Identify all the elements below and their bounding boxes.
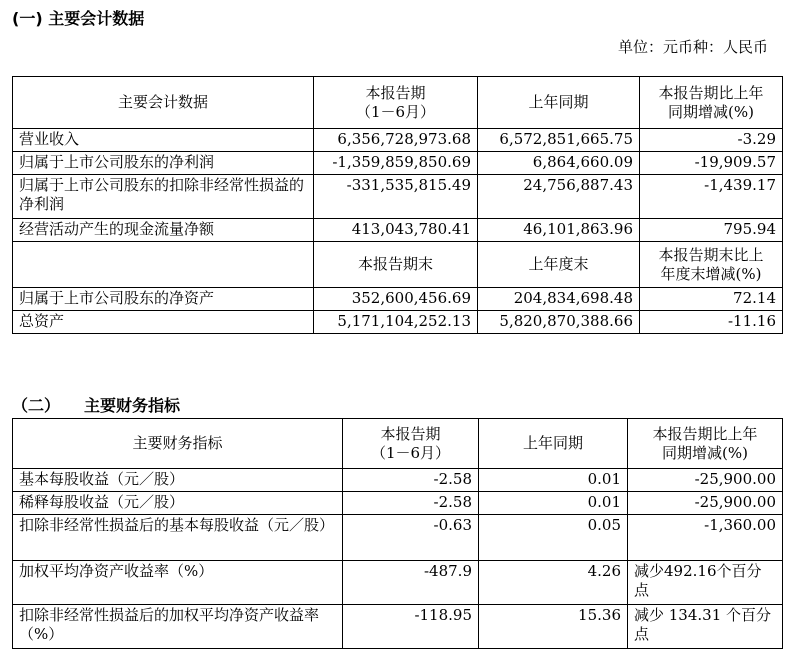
row-change-value: 减少492.16个百分点 [628, 561, 783, 605]
header-yoy-change: 本报告期比上年 同期增减(%) [640, 77, 783, 129]
row-prior-value: 204,834,698.48 [478, 288, 640, 311]
table-row [13, 469, 783, 492]
row-change-value: -25,900.00 [628, 492, 783, 515]
row-current-value: 5,171,104,252.13 [314, 311, 478, 334]
row-current-value: 352,600,456.69 [314, 288, 478, 311]
header-prior-period: 上年同期 [478, 77, 640, 129]
row-current-value: -1,359,859,850.69 [314, 152, 478, 175]
header-financial-indicator: 主要财务指标 [13, 419, 343, 469]
row-current-value: -331,535,815.49 [314, 175, 478, 219]
row-label: 扣除非经常性损益后的基本每股收益（元／股） [13, 515, 343, 561]
table-row [13, 515, 783, 561]
row-prior-value: 6,864,660.09 [478, 152, 640, 175]
header-prior-year-end: 上年度末 [478, 242, 640, 288]
row-current-value: -0.63 [343, 515, 479, 561]
row-current-value: 6,356,728,973.68 [314, 129, 478, 152]
currency-unit-note: 单位：元币种：人民币 [617, 38, 768, 56]
row-current-value: -2.58 [343, 469, 479, 492]
table-row [13, 288, 783, 311]
table-row [13, 492, 783, 515]
row-change-value: 减少 134.31 个百分点 [628, 605, 783, 649]
section1-title: (一) 主要会计数据 [12, 9, 145, 28]
table-row [13, 175, 783, 219]
header-period-end-change: 本报告期末比上 年度末增减(%) [640, 242, 783, 288]
section2-title: （二） 主要财务指标 [12, 396, 181, 415]
table-row [13, 129, 783, 152]
row-prior-value: 24,756,887.43 [478, 175, 640, 219]
row-label: 经营活动产生的现金流量净额 [13, 219, 314, 242]
row-current-value: -2.58 [343, 492, 479, 515]
row-prior-value: 0.05 [479, 515, 628, 561]
row-prior-value: 15.36 [479, 605, 628, 649]
row-change-value: -11.16 [640, 311, 783, 334]
row-prior-value: 4.26 [479, 561, 628, 605]
row-label: 基本每股收益（元／股） [13, 469, 343, 492]
row-label: 营业收入 [13, 129, 314, 152]
row-change-value: -25,900.00 [628, 469, 783, 492]
table-header-row [13, 419, 783, 469]
row-label: 归属于上市公司股东的净利润 [13, 152, 314, 175]
row-label: 稀释每股收益（元／股） [13, 492, 343, 515]
row-change-value: 72.14 [640, 288, 783, 311]
row-change-value: -1,439.17 [640, 175, 783, 219]
row-change-value: 795.94 [640, 219, 783, 242]
row-change-value: -3.29 [640, 129, 783, 152]
table-row [13, 311, 783, 334]
table-row [13, 605, 783, 649]
row-prior-value: 5,820,870,388.66 [478, 311, 640, 334]
table-row [13, 219, 783, 242]
header-yoy-change: 本报告期比上年 同期增减(%) [628, 419, 783, 469]
row-label: 扣除非经常性损益后的加权平均净资产收益率（%） [13, 605, 343, 649]
header-prior-period: 上年同期 [479, 419, 628, 469]
row-prior-value: 0.01 [479, 469, 628, 492]
row-label: 总资产 [13, 311, 314, 334]
table-subheader-row [13, 242, 783, 288]
row-label: 加权平均净资产收益率（%） [13, 561, 343, 605]
header-period-end: 本报告期末 [314, 242, 478, 288]
row-current-value: -118.95 [343, 605, 479, 649]
financial-indicators-table [12, 418, 783, 649]
row-prior-value: 0.01 [479, 492, 628, 515]
row-label: 归属于上市公司股东的净资产 [13, 288, 314, 311]
header-current-period: 本报告期 （1－6月） [314, 77, 478, 129]
row-change-value: -1,360.00 [628, 515, 783, 561]
header-current-period: 本报告期 （1－6月） [343, 419, 479, 469]
row-change-value: -19,909.57 [640, 152, 783, 175]
row-current-value: -487.9 [343, 561, 479, 605]
subheader-empty-cell [13, 242, 314, 288]
row-current-value: 413,043,780.41 [314, 219, 478, 242]
row-prior-value: 6,572,851,665.75 [478, 129, 640, 152]
table-row [13, 561, 783, 605]
table-row [13, 152, 783, 175]
table-header-row [13, 77, 783, 129]
row-label: 归属于上市公司股东的扣除非经常性损益的净利润 [13, 175, 314, 219]
row-prior-value: 46,101,863.96 [478, 219, 640, 242]
accounting-data-table [12, 76, 783, 334]
header-accounting-item: 主要会计数据 [13, 77, 314, 129]
